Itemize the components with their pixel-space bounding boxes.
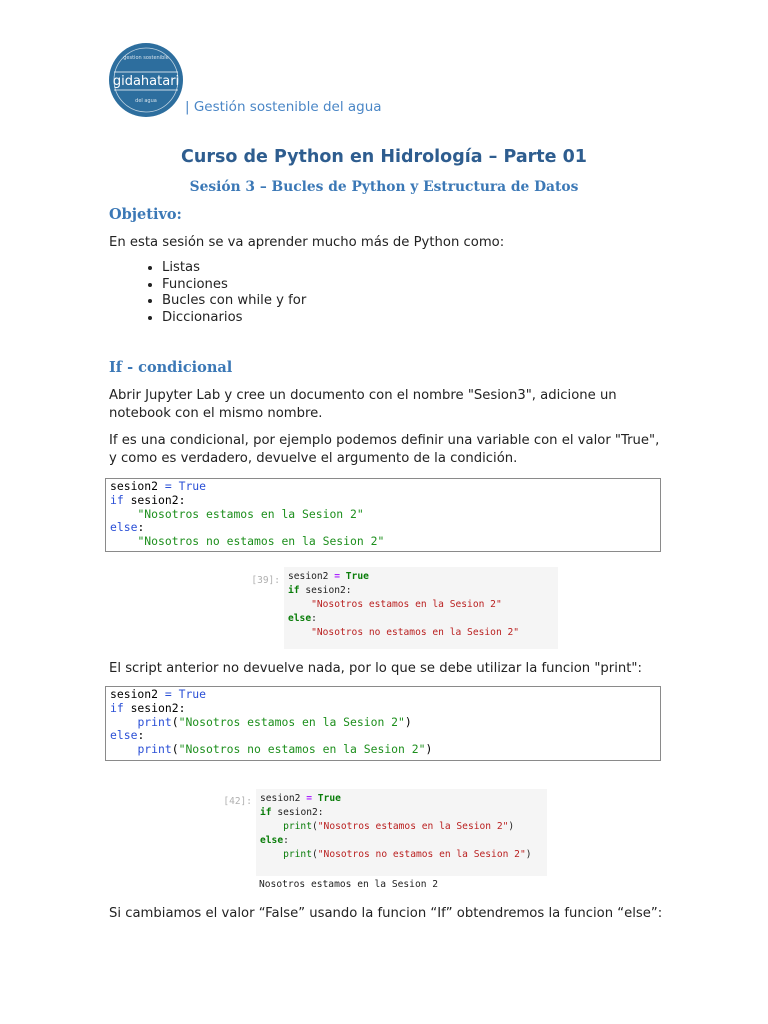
svg-text:gidahatari: gidahatari [112, 74, 180, 89]
svg-text:del agua: del agua [135, 98, 157, 104]
page-subtitle: Sesión 3 – Bucles de Python y Estructura de Datos [189, 179, 579, 195]
if-heading: If - condicional [109, 359, 233, 376]
cell-input: sesion2 = True if sesion2: print("Nosotros estamos en la Sesion 2") else: print("Nosotros no estamos en la Sesion 2") [256, 789, 547, 876]
paragraph-2: If es una condicional, por ejemplo podemos definir una variable con el valor "True", y como es verdadero, devuelve el argumento de la condición. [109, 433, 660, 466]
tagline: | Gestión sostenible del agua [185, 99, 382, 115]
list-item: • Bucles con while y for [162, 293, 306, 310]
list-item: • Funciones [162, 277, 306, 294]
objective-heading: Objetivo: [109, 206, 182, 223]
paragraph-3: El script anterior no devuelve nada, por lo que se debe utilizar la funcion "print": [109, 661, 642, 676]
cell-prompt: [42]: [223, 796, 252, 807]
paragraph-4: Si cambiamos el valor “False” usando la funcion “If” obtendremos la funcion “else”: [109, 906, 663, 921]
gidahatari-logo [108, 42, 184, 118]
objective-text: En esta sesión se va aprender mucho más de Python como: [109, 235, 505, 250]
cell-prompt: [39]: [251, 575, 280, 586]
cell-output: Nosotros estamos en la Sesion 2 [259, 879, 439, 890]
svg-text:gestion sostenible: gestion sostenible [123, 55, 169, 61]
paragraph-1: Abrir Jupyter Lab y cree un documento con el nombre "Sesion3", adicione un notebook con el mismo nombre. [109, 388, 617, 421]
code-block-1: sesion2 = True if sesion2: "Nosotros estamos en la Sesion 2" else: "Nosotros no estamos en la Sesion 2" [105, 478, 661, 552]
list-item: • Diccionarios [162, 310, 306, 327]
logo-icon [108, 42, 184, 118]
page-title: Curso de Python en Hidrología – Parte 01 [181, 147, 587, 167]
list-item: • Listas [162, 260, 306, 277]
cell-input: sesion2 = True if sesion2: "Nosotros estamos en la Sesion 2" else: "Nosotros no estamos en la Sesion 2" [284, 567, 558, 649]
code-block-2: sesion2 = True if sesion2: print("Nosotros estamos en la Sesion 2") else: print("Nosotros no estamos en la Sesion 2") [105, 686, 661, 761]
topic-list [109, 260, 306, 326]
